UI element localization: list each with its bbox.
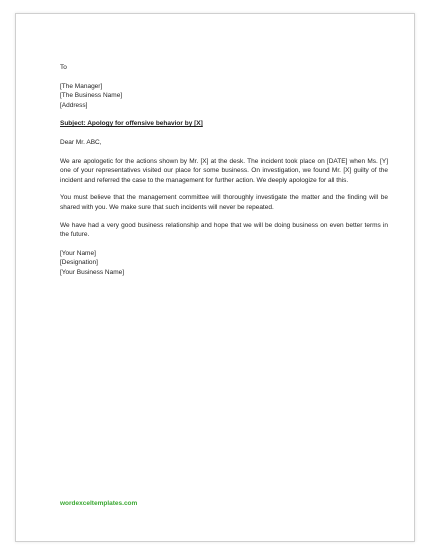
to-label: To [60,64,67,71]
recipient-business-name: [The Business Name] [60,92,123,100]
letter-body [60,63,388,278]
paragraph-relationship: We have had a very good business relationship and hope that we will be doing business on even better terms in the future. [60,221,388,239]
signature-designation: [Designation] [60,259,98,267]
paragraph-investigation: You must believe that the management committee will thoroughly investigate the matter and the finding will be shared with you. We make sure that such incidents will never be repeated. [60,194,388,211]
signature-block [60,249,388,278]
recipient-manager: [The Manager] [60,82,103,90]
signature-name: [Your Name] [60,249,96,257]
subject-line: Subject: Apology for offensive behavior by [X] [60,120,203,128]
recipient-address-line: [Address] [60,101,88,109]
signature-business-name: [Your Business Name] [60,268,125,276]
footer-watermark: wordexceltemplates.com [60,500,138,507]
letter-page [15,13,415,542]
salutation: Dear Mr. ABC, [60,138,102,146]
recipient-address [60,82,388,111]
paragraph-incident: We are apologetic for the actions shown by Mr. [X] at the desk. The incident took place on [DATE] when Ms. [Y] one of your representatives visited our place for some business. On investigation, we found Mr. [X] guilty of the incident and referred the case to the management for further action. We deeply apologize for all this. [60,157,388,184]
